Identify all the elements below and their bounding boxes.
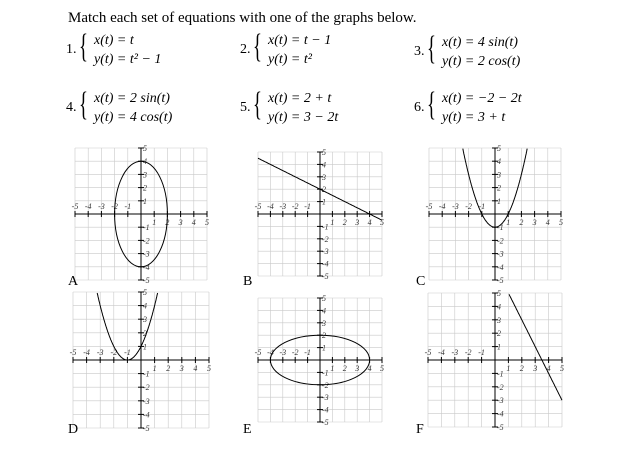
y-tick-label: 1: [143, 342, 147, 352]
x-tick-label: 4: [193, 364, 198, 373]
y-tick-label: 3: [143, 170, 147, 180]
y-tick-label: 3: [322, 172, 326, 182]
x-tick-label: 4: [546, 364, 551, 373]
x-tick-label: -4: [438, 348, 445, 357]
x-tick-label: -1: [124, 202, 132, 211]
x-tick-label: -4: [267, 348, 274, 357]
y-tick-label: 4: [322, 160, 326, 170]
y-equation: y(t) = 4 cos(t): [94, 110, 173, 125]
y-tick-label: 5: [322, 148, 326, 157]
y-tick-label: -1: [143, 223, 150, 233]
x-tick-label: 1: [330, 218, 335, 227]
y-tick-label: -4: [143, 410, 150, 420]
x-tick-label: 5: [207, 364, 211, 373]
graph-label-d: D: [68, 422, 79, 437]
graph-e: [250, 284, 390, 436]
y-tick-label: 1: [497, 196, 501, 206]
y-tick-label: -3: [322, 247, 329, 257]
y-tick-label: -4: [497, 262, 504, 272]
x-tick-label: -1: [478, 202, 486, 211]
brace-glyph: {: [427, 86, 436, 123]
y-tick-label: 3: [497, 170, 501, 180]
x-tick-label: 3: [355, 364, 360, 373]
y-tick-label: 1: [322, 343, 326, 353]
x-tick-label: 4: [545, 218, 550, 227]
graph-label-c: C: [416, 274, 426, 289]
y-tick-label: -3: [322, 393, 329, 403]
brace-glyph: {: [253, 28, 262, 65]
x-tick-label: 2: [166, 364, 171, 373]
y-tick-label: -1: [497, 369, 504, 379]
brace-glyph: {: [253, 86, 262, 123]
graph-label-e: E: [243, 422, 252, 437]
x-tick-label: -4: [83, 348, 90, 357]
y-tick-label: 2: [143, 183, 147, 193]
x-tick-label: 5: [559, 218, 563, 227]
graph-a: [62, 140, 220, 288]
graph-d: [62, 284, 220, 436]
problem-number: 6.: [414, 100, 425, 115]
x-equation: x(t) = −2 − 2t: [442, 91, 522, 106]
x-equation: x(t) = t − 1: [268, 33, 332, 48]
y-tick-label: 5: [497, 144, 501, 153]
y-equation: y(t) = 2 cos(t): [442, 54, 521, 69]
y-tick-label: 4: [322, 306, 326, 316]
x-tick-label: -3: [279, 202, 287, 211]
y-tick-label: -1: [143, 369, 150, 379]
x-tick-label: -1: [124, 348, 131, 357]
graph-f: [420, 284, 570, 436]
x-tick-label: -4: [267, 202, 274, 211]
x-tick-label: 5: [380, 218, 384, 227]
brace-glyph: {: [79, 28, 88, 65]
y-tick-label: 4: [497, 157, 501, 167]
y-equation: y(t) = 3 − 2t: [268, 110, 339, 125]
y-tick-label: 3: [322, 318, 326, 328]
y-tick-label: 2: [497, 329, 501, 339]
x-tick-label: -3: [98, 202, 105, 211]
x-tick-label: 3: [178, 218, 183, 227]
y-tick-label: -4: [497, 409, 504, 419]
y-tick-label: 5: [497, 289, 501, 298]
y-tick-label: -5: [322, 418, 329, 427]
y-tick-label: -1: [322, 368, 329, 378]
x-tick-label: -5: [71, 202, 79, 211]
y-tick-label: -2: [322, 380, 329, 390]
y-tick-label: -5: [322, 272, 329, 281]
y-tick-label: 4: [143, 301, 147, 311]
y-tick-label: -2: [497, 236, 504, 246]
graph-c: [420, 140, 570, 288]
brace-glyph: {: [79, 86, 88, 123]
x-tick-label: 4: [191, 218, 196, 227]
x-tick-label: 4: [367, 364, 372, 373]
x-equation: x(t) = 2 + t: [268, 91, 332, 106]
x-tick-label: 4: [367, 218, 372, 227]
y-tick-label: 1: [497, 342, 501, 352]
x-tick-label: 5: [380, 364, 384, 373]
x-tick-label: 2: [519, 218, 524, 227]
x-tick-label: -2: [291, 348, 299, 357]
y-tick-label: 3: [143, 315, 147, 325]
x-tick-label: -3: [96, 348, 104, 357]
problem-number: 2.: [240, 42, 251, 57]
x-tick-label: -5: [424, 348, 432, 357]
y-tick-label: -1: [322, 222, 329, 232]
x-tick-label: 1: [506, 218, 511, 227]
x-tick-label: 2: [342, 364, 347, 373]
y-tick-label: -3: [497, 249, 504, 259]
y-tick-label: 2: [497, 183, 501, 193]
y-tick-label: 3: [497, 315, 501, 325]
x-tick-label: 5: [560, 364, 564, 373]
problem-number: 3.: [414, 44, 425, 59]
y-tick-label: -2: [322, 234, 329, 244]
x-tick-label: 1: [506, 364, 511, 373]
y-equation: y(t) = t²: [268, 52, 312, 67]
x-tick-label: 3: [355, 218, 360, 227]
x-tick-label: -1: [478, 348, 485, 357]
x-tick-label: -5: [69, 348, 77, 357]
y-tick-label: 5: [322, 294, 326, 303]
y-tick-label: -4: [322, 405, 329, 415]
x-equation: x(t) = t: [94, 33, 134, 48]
x-tick-label: -3: [451, 348, 459, 357]
x-tick-label: -2: [465, 202, 472, 211]
problem-number: 5.: [240, 100, 251, 115]
y-tick-label: 5: [143, 288, 147, 297]
y-tick-label: -1: [497, 223, 504, 233]
y-tick-label: 2: [322, 331, 326, 341]
y-tick-label: -5: [497, 423, 504, 432]
y-tick-label: -4: [143, 262, 150, 272]
y-tick-label: -4: [322, 259, 329, 269]
y-tick-label: 1: [143, 196, 147, 206]
x-tick-label: 1: [330, 364, 335, 373]
x-tick-label: -5: [254, 202, 262, 211]
x-tick-label: -2: [464, 348, 472, 357]
curve-line: [509, 294, 562, 400]
x-equation: x(t) = 4 sin(t): [442, 35, 518, 50]
y-tick-label: 4: [497, 302, 501, 312]
x-tick-label: -2: [110, 348, 118, 357]
problem-number: 1.: [66, 42, 77, 57]
graph-label-a: A: [68, 274, 79, 289]
y-tick-label: -2: [497, 382, 504, 392]
y-tick-label: -3: [497, 396, 504, 406]
x-tick-label: -3: [452, 202, 459, 211]
y-tick-label: -2: [143, 383, 150, 393]
x-tick-label: 2: [165, 218, 170, 227]
x-tick-label: -3: [279, 348, 287, 357]
x-tick-label: 3: [179, 364, 184, 373]
x-tick-label: -2: [291, 202, 299, 211]
y-tick-label: 2: [143, 328, 147, 338]
instructions: Match each set of equations with one of the graphs below.: [68, 10, 417, 26]
x-tick-label: -1: [304, 202, 311, 211]
brace-glyph: {: [427, 30, 436, 67]
x-tick-label: -5: [254, 348, 262, 357]
x-tick-label: -4: [438, 202, 446, 211]
x-tick-label: 2: [342, 218, 347, 227]
x-tick-label: -1: [304, 348, 311, 357]
y-equation: y(t) = 3 + t: [442, 110, 506, 125]
y-tick-label: 4: [143, 157, 147, 167]
y-tick-label: -5: [143, 424, 150, 433]
y-tick-label: -5: [143, 276, 150, 285]
x-tick-label: -2: [111, 202, 118, 211]
y-tick-label: 1: [322, 197, 326, 207]
y-tick-label: -2: [143, 236, 150, 246]
x-tick-label: 3: [532, 218, 537, 227]
x-tick-label: 1: [152, 364, 157, 373]
x-tick-label: 5: [205, 218, 209, 227]
x-tick-label: 3: [533, 364, 538, 373]
x-tick-label: -5: [425, 202, 433, 211]
x-tick-label: 1: [152, 218, 157, 227]
x-equation: x(t) = 2 sin(t): [94, 91, 170, 106]
problem-number: 4.: [66, 100, 77, 115]
y-tick-label: 2: [322, 185, 326, 195]
graph-label-f: F: [416, 422, 424, 437]
graph-label-b: B: [243, 274, 253, 289]
x-tick-label: 2: [519, 364, 524, 373]
y-tick-label: -3: [143, 249, 150, 259]
y-equation: y(t) = t² − 1: [94, 52, 162, 67]
x-tick-label: -4: [84, 202, 92, 211]
y-tick-label: -3: [143, 396, 150, 406]
graph-b: [250, 140, 390, 288]
y-tick-label: 5: [143, 144, 147, 153]
y-tick-label: -5: [497, 276, 504, 285]
